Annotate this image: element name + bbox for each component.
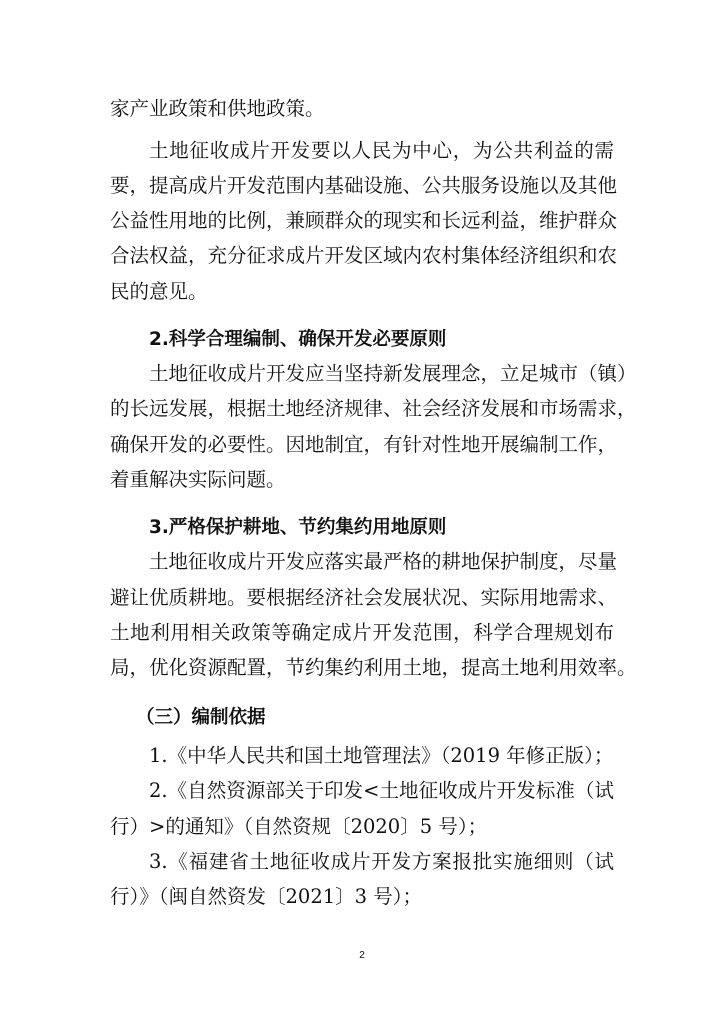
paragraph-line: 合法权益，充分征求成片开发区域内农村集体经济组织和农 [110, 244, 618, 267]
page-number: 2 [359, 950, 365, 961]
paragraph-line: 避让优质耕地。要根据经济社会发展状况、实际用地需求、 [110, 586, 618, 609]
paragraph-line: 局，优化资源配置，节约集约利用土地，提高土地利用效率。 [110, 656, 637, 679]
paragraph-line: 公益性用地的比例，兼顾群众的现实和长远利益，维护群众 [110, 209, 618, 232]
basis-item-2-continued: 行）>的通知》（自然资规〔2020〕5 号）； [110, 815, 488, 838]
paragraph-line: 土地征收成片开发应当坚持新发展理念，立足城市（镇） [149, 362, 637, 385]
paragraph-line: 着重解决实际问题。 [110, 468, 286, 491]
paragraph-line: 的长远发展，根据土地经济规律、社会经济发展和市场需求， [110, 397, 637, 420]
paragraph-line: 确保开发的必要性。因地制宜，有针对性地开展编制工作， [110, 433, 618, 456]
paragraph-line: 土地征收成片开发要以人民为中心，为公共利益的需 [149, 139, 614, 162]
basis-item-3: 3.《福建省土地征收成片开发方案报批实施细则（试 [149, 850, 614, 873]
paragraph-line: 要，提高成片开发范围内基础设施、公共服务设施以及其他 [110, 174, 618, 197]
paragraph-line: 土地利用相关政策等确定成片开发范围，科学合理规划布 [110, 621, 614, 644]
basis-item-2: 2.《自然资源部关于印发<土地征收成片开发标准（试 [149, 779, 614, 802]
subheading-2: 2.科学合理编制、确保开发必要原则 [149, 329, 447, 350]
subheading-3: 3.严格保护耕地、节约集约用地原则 [149, 517, 447, 538]
paragraph-line: 家产业政策和供地政策。 [110, 97, 325, 120]
paragraph-line: 民的意见。 [110, 280, 208, 303]
paragraph-line: 土地征收成片开发应落实最严格的耕地保护制度，尽量 [149, 550, 618, 573]
basis-item-3-continued: 行）》（闽自然资发〔2021〕3 号）； [110, 885, 422, 908]
basis-item-1: 1.《中华人民共和国土地管理法》（2019 年修正版）； [149, 744, 614, 767]
section-heading: （三）编制依据 [136, 707, 266, 728]
